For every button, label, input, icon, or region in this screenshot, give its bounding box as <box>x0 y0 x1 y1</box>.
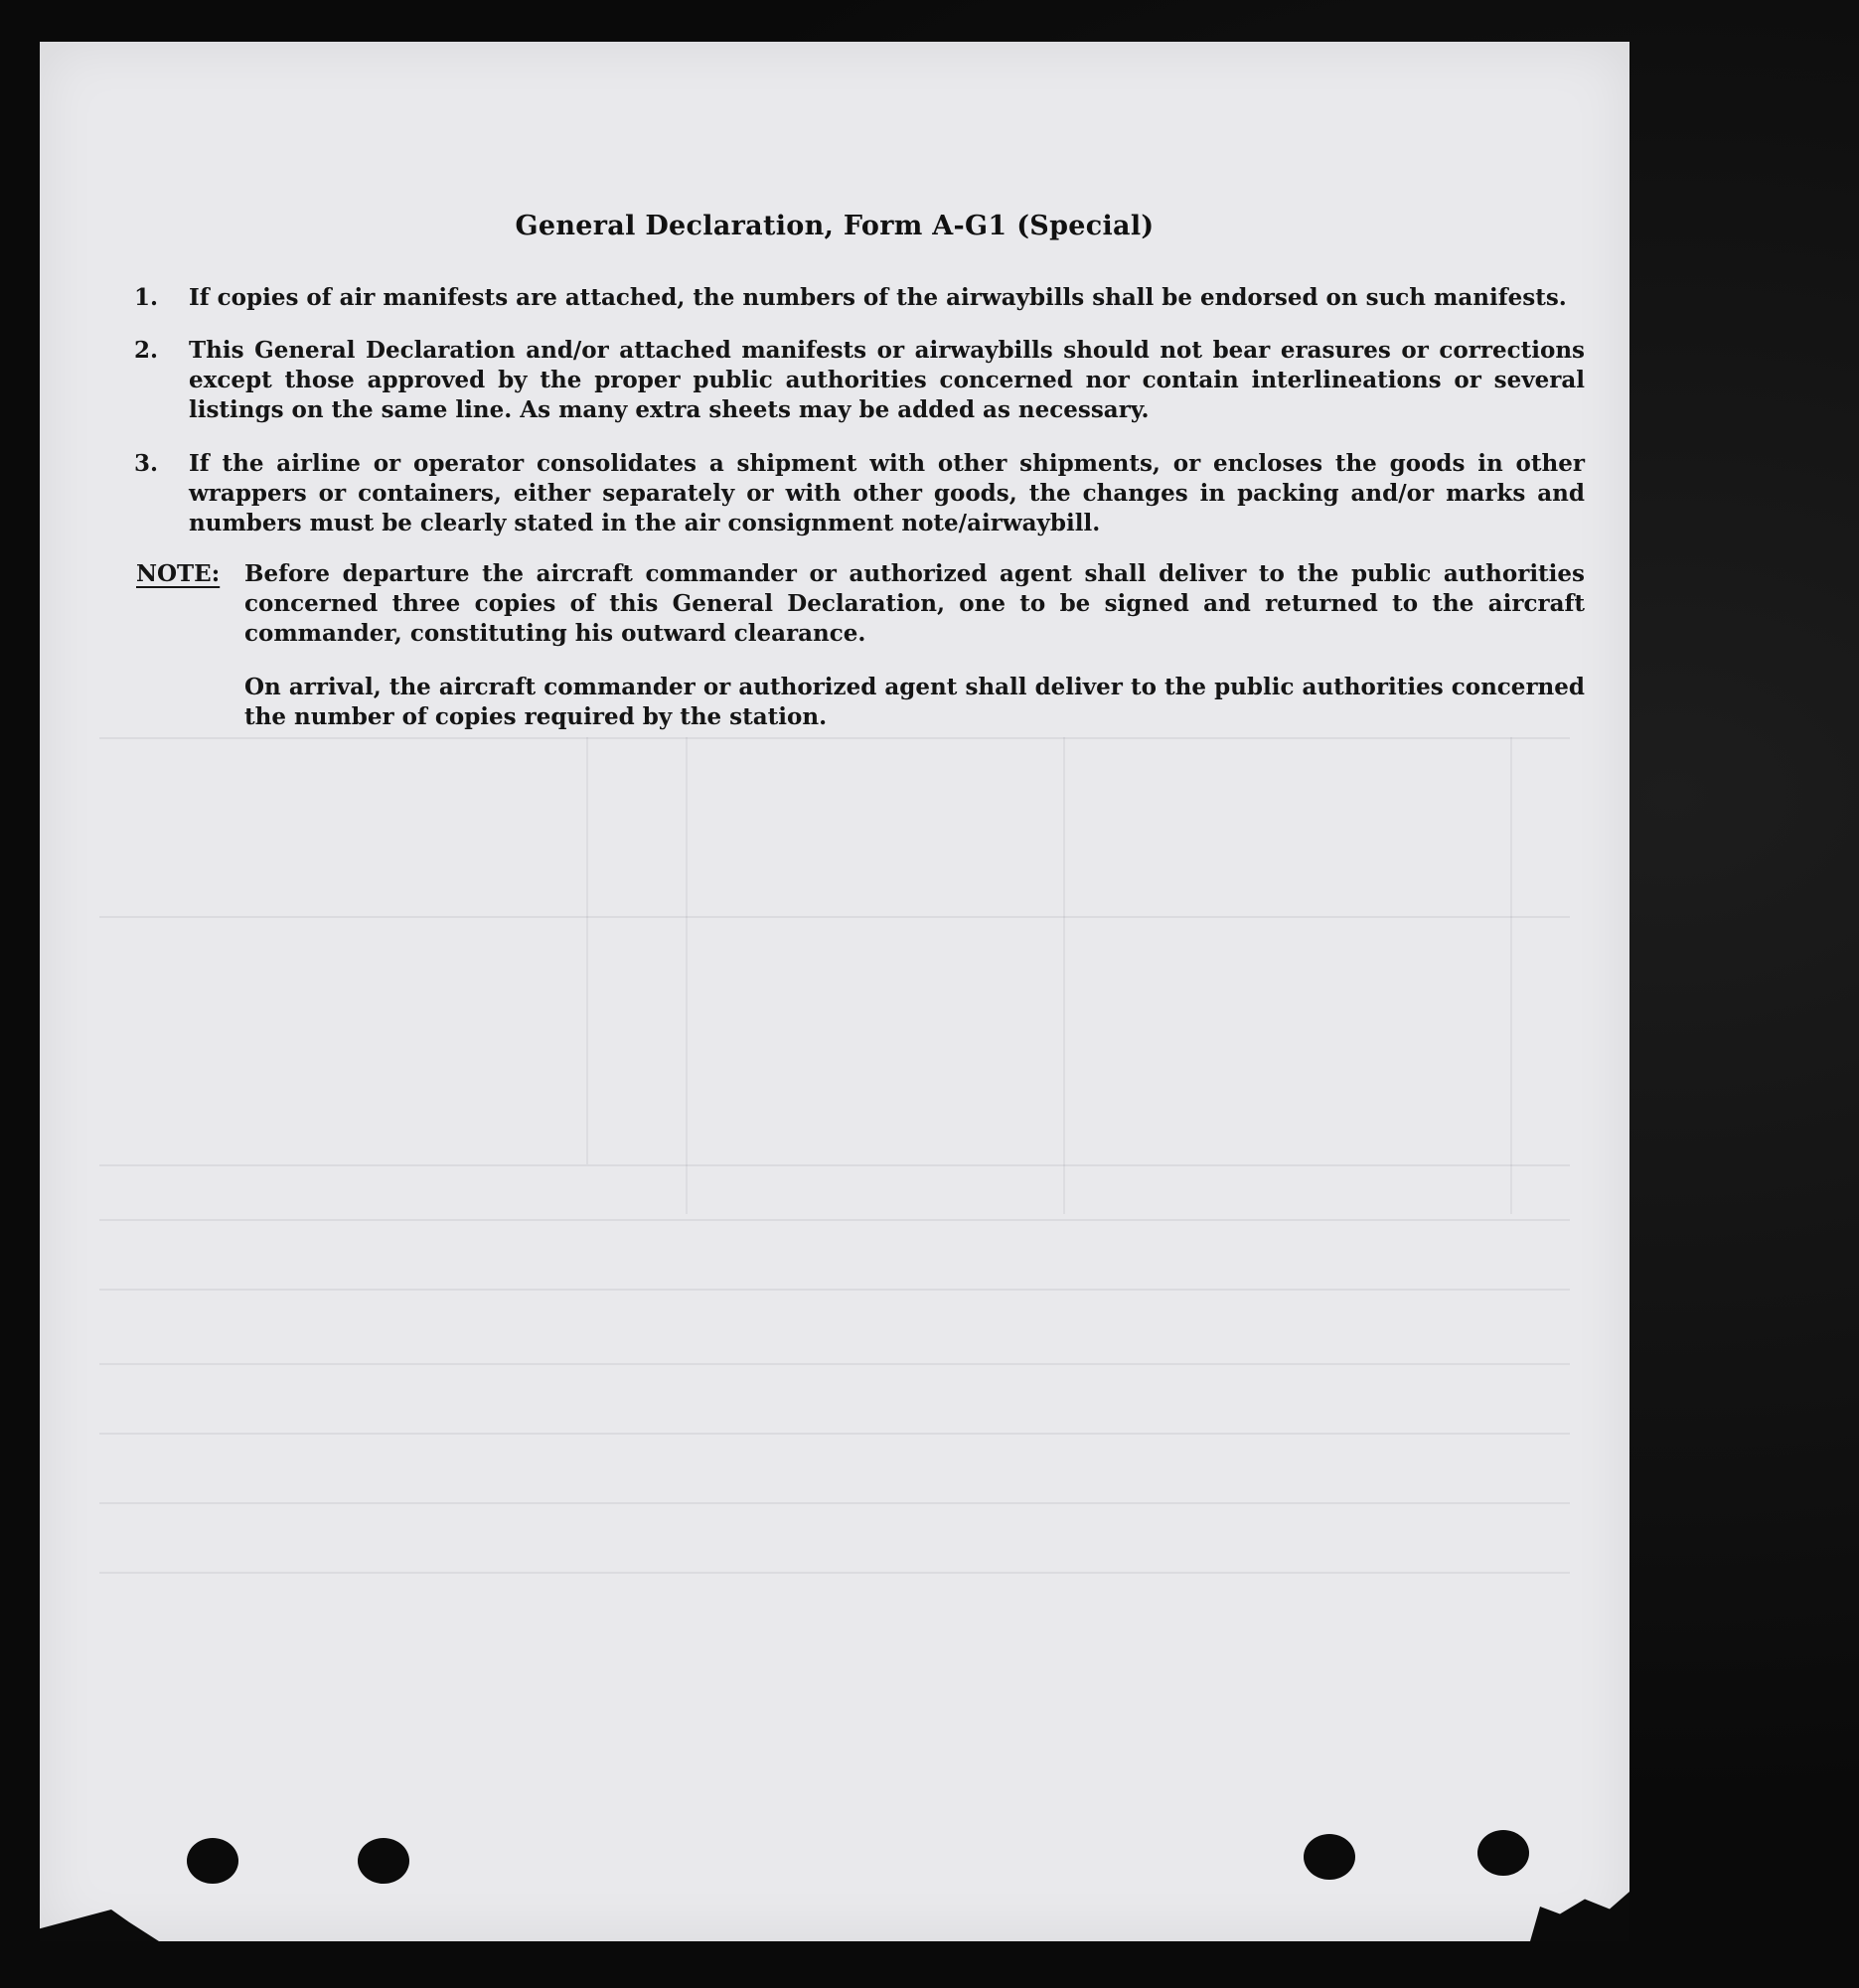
page-title: General Declaration, Form A-G1 (Special) <box>515 211 1155 241</box>
item-number: 1. <box>134 284 159 311</box>
note-paragraph-1: Before departure the aircraft commander or authorized agent shall deliver to the public authorities concerned three copies of this General Declaration, one to be signed and returned to the aircraft commander, constituting his outward clearance. <box>244 560 1585 647</box>
bleed-through-form <box>40 42 1629 1941</box>
punch-hole <box>1304 1834 1355 1880</box>
note-paragraph-2: On arrival, the aircraft commander or authorized agent shall deliver to the public authorities concerned the number of copies required by the station. <box>244 674 1585 730</box>
list-item <box>134 283 1585 313</box>
note-block <box>136 559 1585 732</box>
document-page <box>40 42 1629 1941</box>
list-item <box>134 336 1585 425</box>
punch-hole <box>358 1838 409 1884</box>
item-text: This General Declaration and/or attached manifests or airwaybills should not bear erasures or corrections except those approved by the proper public authorities concerned nor contain interlineations or several listings on the same line. As many extra sheets may be added as necessary. <box>189 337 1585 423</box>
punch-hole <box>187 1838 238 1884</box>
item-text: If copies of air manifests are attached, the numbers of the airwaybills shall be endorsed on such manifests. <box>189 284 1567 311</box>
item-text: If the airline or operator consolidates a shipment with other shipments, or encloses the goods in other wrappers or containers, either separately or with other goods, the changes in packing and/or marks and numbers must be clearly stated in the air consignment note/airwaybill. <box>189 450 1585 536</box>
note-label: NOTE: <box>136 560 221 587</box>
list-item <box>134 449 1585 538</box>
punch-hole <box>1477 1830 1529 1876</box>
item-number: 3. <box>134 450 159 477</box>
item-number: 2. <box>134 337 159 364</box>
